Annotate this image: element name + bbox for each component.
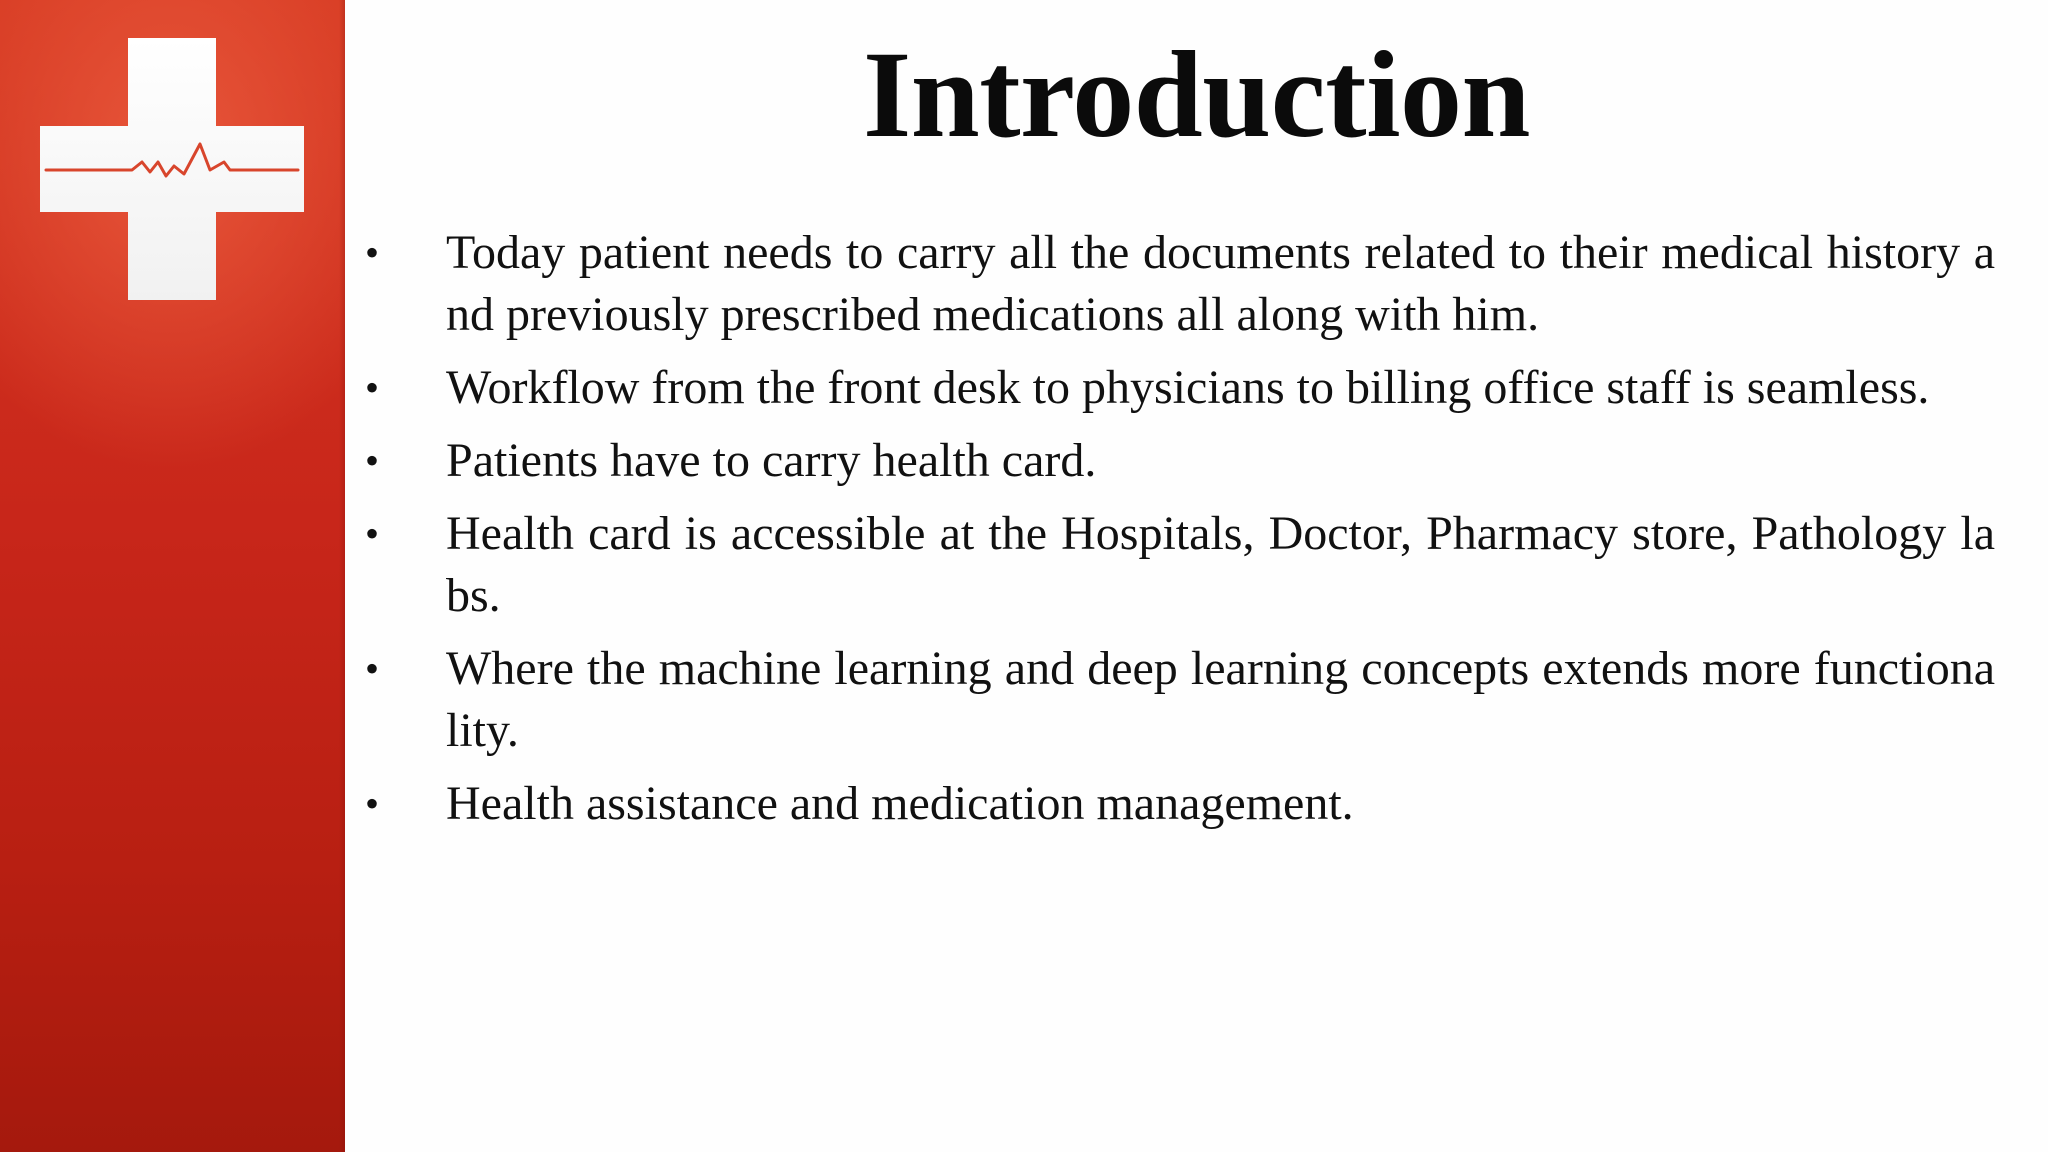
bullet-item <box>365 638 1995 762</box>
bullet-text: Today patient needs to carry all the documents related to their medical history and previously prescribed medications all along with him. <box>446 226 1995 341</box>
medical-cross-heartbeat-icon <box>40 38 304 300</box>
bullet-text: Where the machine learning and deep learning concepts extends more functionality. <box>446 642 1995 757</box>
bullet-text: Workflow from the front desk to physicians to billing office staff is seamless. <box>446 361 1930 414</box>
red-side-panel <box>0 0 345 1152</box>
bullet-marker: • <box>365 230 380 275</box>
bullet-text: Patients have to carry health card. <box>446 434 1097 487</box>
bullet-item <box>365 503 1995 627</box>
bullet-item <box>365 430 1995 492</box>
bullet-text: Health assistance and medication management. <box>446 777 1354 830</box>
bullet-marker: • <box>365 511 380 556</box>
bullet-item <box>365 357 1995 419</box>
bullet-item <box>365 222 1995 346</box>
bullet-list <box>365 222 1995 846</box>
slide-title: Introduction <box>863 26 1530 163</box>
bullet-text: Health card is accessible at the Hospitals, Doctor, Pharmacy store, Pathology labs. <box>446 507 1995 622</box>
bullet-marker: • <box>365 781 380 826</box>
bullet-marker: • <box>365 365 380 410</box>
bullet-item <box>365 773 1995 835</box>
bullet-marker: • <box>365 438 380 483</box>
bullet-marker: • <box>365 646 380 691</box>
